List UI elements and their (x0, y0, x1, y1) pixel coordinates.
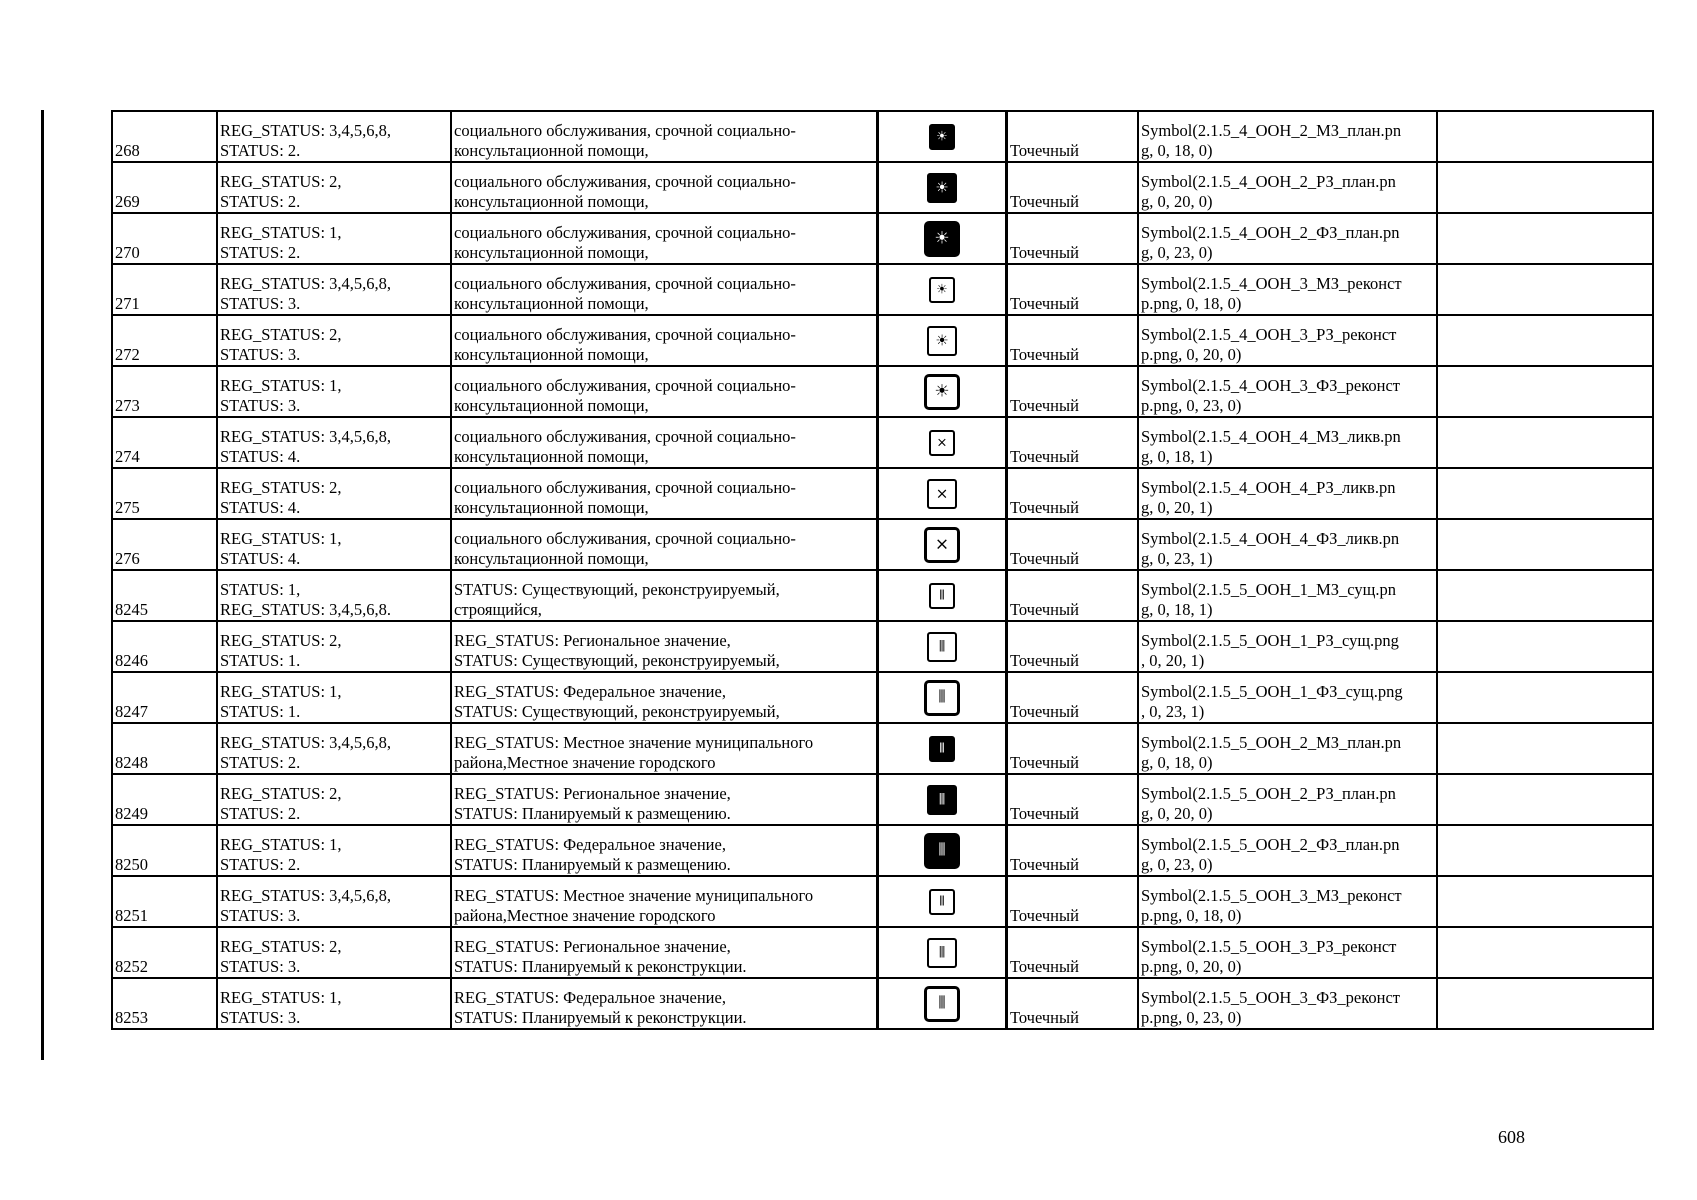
description-cell (451, 672, 878, 723)
reg-line-1: REG_STATUS: 1, (220, 988, 342, 1007)
status-cell (217, 774, 451, 825)
symbol-line-1: Symbol(2.1.5_4_ООН_3_ФЗ_реконст (1141, 376, 1401, 395)
geometry-type: Точечный (1007, 417, 1139, 468)
table-row (112, 366, 1653, 417)
desc-line-2: консультационной помощи, (454, 294, 649, 313)
symbol-definition-cell (1138, 417, 1437, 468)
symbol-line-2: р.png, 0, 18, 0) (1141, 294, 1242, 313)
symbol-definition-cell (1138, 315, 1437, 366)
table-row (112, 825, 1653, 876)
symbol-definition-cell (1138, 876, 1437, 927)
symbol-definition-cell (1138, 621, 1437, 672)
empty-cell (1437, 315, 1653, 366)
symbol-preview-cell (878, 621, 1007, 672)
table-row (112, 162, 1653, 213)
status-cell (217, 111, 451, 162)
geometry-type: Точечный (1007, 774, 1139, 825)
symbol-definition-cell (1138, 264, 1437, 315)
description-cell (451, 315, 878, 366)
people-existing-regional-icon: ⦀ (927, 632, 957, 662)
desc-line-2: консультационной помощи, (454, 141, 649, 160)
reg-line-2: STATUS: 2. (220, 192, 301, 211)
symbol-line-1: Symbol(2.1.5_5_ООН_2_РЗ_план.pn (1141, 784, 1396, 803)
row-id: 270 (112, 213, 217, 264)
table-row (112, 417, 1653, 468)
people-plan-regional-icon: ⦀ (927, 785, 957, 815)
symbol-line-2: g, 0, 23, 0) (1141, 855, 1213, 874)
reg-line-2: STATUS: 3. (220, 957, 301, 976)
symbol-line-2: g, 0, 20, 0) (1141, 804, 1213, 823)
social-service-liquidate-regional-icon: ⨯ (927, 479, 957, 509)
symbol-line-1: Symbol(2.1.5_4_ООН_3_МЗ_реконст (1141, 274, 1402, 293)
status-cell (217, 315, 451, 366)
geometry-type: Точечный (1007, 927, 1139, 978)
row-id: 8250 (112, 825, 217, 876)
geometry-type: Точечный (1007, 213, 1139, 264)
symbol-preview-cell (878, 366, 1007, 417)
geometry-type: Точечный (1007, 264, 1139, 315)
symbol-preview-cell (878, 825, 1007, 876)
description-cell (451, 213, 878, 264)
table-row (112, 264, 1653, 315)
symbol-definition-cell (1138, 366, 1437, 417)
desc-line-1: REG_STATUS: Местное значение муниципального (454, 886, 814, 905)
desc-line-1: социального обслуживания, срочной социально- (454, 529, 796, 548)
symbol-line-2: , 0, 23, 1) (1141, 702, 1205, 721)
reg-line-2: STATUS: 3. (220, 396, 301, 415)
symbol-line-2: , 0, 20, 1) (1141, 651, 1205, 670)
desc-line-1: социального обслуживания, срочной социально- (454, 427, 796, 446)
desc-line-2: STATUS: Существующий, реконструируемый, (454, 651, 780, 670)
status-cell (217, 468, 451, 519)
description-cell (451, 162, 878, 213)
symbol-line-2: р.png, 0, 18, 0) (1141, 906, 1242, 925)
symbol-preview-cell (878, 672, 1007, 723)
geometry-type: Точечный (1007, 978, 1139, 1029)
table-row (112, 621, 1653, 672)
desc-line-2: консультационной помощи, (454, 498, 649, 517)
symbol-line-1: Symbol(2.1.5_5_ООН_3_МЗ_реконст (1141, 886, 1402, 905)
symbol-line-1: Symbol(2.1.5_5_ООН_1_РЗ_сущ.png (1141, 631, 1399, 650)
description-cell (451, 468, 878, 519)
reg-line-2: STATUS: 4. (220, 498, 301, 517)
margin-line (41, 110, 44, 1060)
symbol-line-1: Symbol(2.1.5_4_ООН_2_ФЗ_план.pn (1141, 223, 1400, 242)
row-id: 275 (112, 468, 217, 519)
symbol-line-1: Symbol(2.1.5_4_ООН_2_МЗ_план.pn (1141, 121, 1402, 140)
social-service-reconstruct-federal-icon: ☀ (924, 374, 960, 410)
status-cell (217, 876, 451, 927)
reg-line-1: REG_STATUS: 1, (220, 529, 342, 548)
people-plan-federal-icon: ⦀ (924, 833, 960, 869)
desc-line-2: района,Местное значение городского (454, 906, 716, 925)
empty-cell (1437, 621, 1653, 672)
symbol-line-2: g, 0, 20, 1) (1141, 498, 1213, 517)
description-cell (451, 570, 878, 621)
reg-line-1: REG_STATUS: 1, (220, 376, 342, 395)
desc-line-1: REG_STATUS: Федеральное значение, (454, 835, 726, 854)
people-existing-local-icon: ⦀ (929, 583, 955, 609)
status-cell (217, 417, 451, 468)
page-number: 608 (1498, 1127, 1525, 1147)
empty-cell (1437, 927, 1653, 978)
row-id: 271 (112, 264, 217, 315)
table-row (112, 315, 1653, 366)
geometry-type: Точечный (1007, 111, 1139, 162)
description-cell (451, 621, 878, 672)
desc-line-2: района,Местное значение городского (454, 753, 716, 772)
empty-cell (1437, 111, 1653, 162)
table-row (112, 213, 1653, 264)
symbol-definition-cell (1138, 519, 1437, 570)
social-service-liquidate-federal-icon: ⨯ (924, 527, 960, 563)
desc-line-1: социального обслуживания, срочной социально- (454, 478, 796, 497)
empty-cell (1437, 162, 1653, 213)
status-cell (217, 570, 451, 621)
row-id: 273 (112, 366, 217, 417)
reg-line-2: STATUS: 2. (220, 243, 301, 262)
symbol-line-1: Symbol(2.1.5_5_ООН_2_МЗ_план.pn (1141, 733, 1402, 752)
desc-line-2: строящийся, (454, 600, 542, 619)
desc-line-2: консультационной помощи, (454, 549, 649, 568)
row-id: 8252 (112, 927, 217, 978)
reg-line-2: REG_STATUS: 3,4,5,6,8. (220, 600, 392, 619)
reg-line-1: REG_STATUS: 2, (220, 784, 342, 803)
symbol-line-1: Symbol(2.1.5_4_ООН_3_РЗ_реконст (1141, 325, 1397, 344)
desc-line-1: социального обслуживания, срочной социально- (454, 274, 796, 293)
desc-line-1: социального обслуживания, срочной социально- (454, 172, 796, 191)
table-row (112, 570, 1653, 621)
symbol-preview-cell (878, 723, 1007, 774)
desc-line-1: социального обслуживания, срочной социально- (454, 325, 796, 344)
description-cell (451, 774, 878, 825)
symbol-line-1: Symbol(2.1.5_4_ООН_4_РЗ_ликв.pn (1141, 478, 1396, 497)
symbol-preview-cell (878, 774, 1007, 825)
symbol-definition-cell (1138, 978, 1437, 1029)
symbol-line-1: Symbol(2.1.5_5_ООН_3_РЗ_реконст (1141, 937, 1397, 956)
symbol-preview-cell (878, 417, 1007, 468)
row-id: 8245 (112, 570, 217, 621)
row-id: 8249 (112, 774, 217, 825)
symbol-table (111, 110, 1654, 1030)
reg-line-1: REG_STATUS: 1, (220, 682, 342, 701)
empty-cell (1437, 570, 1653, 621)
symbol-line-1: Symbol(2.1.5_5_ООН_1_МЗ_сущ.pn (1141, 580, 1396, 599)
desc-line-1: REG_STATUS: Федеральное значение, (454, 682, 726, 701)
table-row (112, 774, 1653, 825)
table-row (112, 978, 1653, 1029)
symbol-preview-cell (878, 213, 1007, 264)
social-service-liquidate-local-icon: ⨯ (929, 430, 955, 456)
status-cell (217, 978, 451, 1029)
empty-cell (1437, 213, 1653, 264)
social-service-reconstruct-regional-icon: ☀ (927, 326, 957, 356)
table-row (112, 723, 1653, 774)
reg-line-1: REG_STATUS: 1, (220, 223, 342, 242)
symbol-line-2: g, 0, 18, 1) (1141, 447, 1213, 466)
desc-line-2: STATUS: Планируемый к размещению. (454, 804, 731, 823)
symbol-line-2: р.png, 0, 23, 0) (1141, 1008, 1242, 1027)
people-reconstruct-regional-icon: ⦀ (927, 938, 957, 968)
reg-line-2: STATUS: 3. (220, 294, 301, 313)
empty-cell (1437, 672, 1653, 723)
table-row (112, 468, 1653, 519)
geometry-type: Точечный (1007, 570, 1139, 621)
description-cell (451, 876, 878, 927)
reg-line-2: STATUS: 2. (220, 855, 301, 874)
geometry-type: Точечный (1007, 723, 1139, 774)
row-id: 274 (112, 417, 217, 468)
people-plan-local-icon: ⦀ (929, 736, 955, 762)
reg-line-2: STATUS: 1. (220, 702, 301, 721)
reg-line-1: REG_STATUS: 3,4,5,6,8, (220, 733, 392, 752)
reg-line-1: REG_STATUS: 3,4,5,6,8, (220, 274, 392, 293)
desc-line-2: STATUS: Планируемый к реконструкции. (454, 957, 747, 976)
desc-line-1: социального обслуживания, срочной социально- (454, 223, 796, 242)
description-cell (451, 723, 878, 774)
table-row (112, 927, 1653, 978)
symbol-line-1: Symbol(2.1.5_4_ООН_4_МЗ_ликв.pn (1141, 427, 1401, 446)
geometry-type: Точечный (1007, 621, 1139, 672)
symbol-definition-cell (1138, 213, 1437, 264)
symbol-definition-cell (1138, 774, 1437, 825)
symbol-preview-cell (878, 162, 1007, 213)
status-cell (217, 366, 451, 417)
symbol-preview-cell (878, 468, 1007, 519)
reg-line-2: STATUS: 3. (220, 345, 301, 364)
desc-line-1: социального обслуживания, срочной социально- (454, 376, 796, 395)
status-cell (217, 672, 451, 723)
desc-line-2: консультационной помощи, (454, 345, 649, 364)
empty-cell (1437, 723, 1653, 774)
social-service-plan-local-icon: ☀ (929, 124, 955, 150)
status-cell (217, 519, 451, 570)
reg-line-2: STATUS: 3. (220, 1008, 301, 1027)
symbol-preview-cell (878, 519, 1007, 570)
desc-line-1: REG_STATUS: Федеральное значение, (454, 988, 726, 1007)
reg-line-2: STATUS: 4. (220, 549, 301, 568)
symbol-line-2: р.png, 0, 20, 0) (1141, 957, 1242, 976)
geometry-type: Точечный (1007, 519, 1139, 570)
symbol-definition-cell (1138, 672, 1437, 723)
desc-line-1: REG_STATUS: Региональное значение, (454, 937, 731, 956)
symbol-preview-cell (878, 264, 1007, 315)
symbol-preview-cell (878, 978, 1007, 1029)
symbol-definition-cell (1138, 570, 1437, 621)
desc-line-2: консультационной помощи, (454, 447, 649, 466)
reg-line-1: STATUS: 1, (220, 580, 301, 599)
reg-line-1: REG_STATUS: 2, (220, 478, 342, 497)
geometry-type: Точечный (1007, 825, 1139, 876)
description-cell (451, 825, 878, 876)
reg-line-1: REG_STATUS: 1, (220, 835, 342, 854)
status-cell (217, 621, 451, 672)
people-reconstruct-federal-icon: ⦀ (924, 986, 960, 1022)
geometry-type: Точечный (1007, 876, 1139, 927)
empty-cell (1437, 366, 1653, 417)
symbol-line-2: g, 0, 18, 0) (1141, 753, 1213, 772)
status-cell (217, 264, 451, 315)
social-service-plan-federal-icon: ☀ (924, 221, 960, 257)
social-service-reconstruct-local-icon: ☀ (929, 277, 955, 303)
symbol-preview-cell (878, 315, 1007, 366)
row-id: 272 (112, 315, 217, 366)
reg-line-1: REG_STATUS: 2, (220, 631, 342, 650)
row-id: 8251 (112, 876, 217, 927)
table-row (112, 111, 1653, 162)
reg-line-2: STATUS: 3. (220, 906, 301, 925)
symbol-definition-cell (1138, 468, 1437, 519)
reg-line-1: REG_STATUS: 2, (220, 937, 342, 956)
desc-line-1: REG_STATUS: Местное значение муниципального (454, 733, 814, 752)
social-service-plan-regional-icon: ☀ (927, 173, 957, 203)
symbol-line-1: Symbol(2.1.5_4_ООН_4_ФЗ_ликв.pn (1141, 529, 1400, 548)
geometry-type: Точечный (1007, 672, 1139, 723)
table-row (112, 519, 1653, 570)
empty-cell (1437, 978, 1653, 1029)
reg-line-1: REG_STATUS: 2, (220, 172, 342, 191)
reg-line-1: REG_STATUS: 3,4,5,6,8, (220, 427, 392, 446)
desc-line-2: STATUS: Существующий, реконструируемый, (454, 702, 780, 721)
symbol-definition-cell (1138, 723, 1437, 774)
empty-cell (1437, 468, 1653, 519)
description-cell (451, 417, 878, 468)
symbol-line-2: g, 0, 18, 0) (1141, 141, 1213, 160)
people-existing-federal-icon: ⦀ (924, 680, 960, 716)
desc-line-2: консультационной помощи, (454, 192, 649, 211)
geometry-type: Точечный (1007, 366, 1139, 417)
description-cell (451, 927, 878, 978)
people-reconstruct-local-icon: ⦀ (929, 889, 955, 915)
row-id: 276 (112, 519, 217, 570)
empty-cell (1437, 264, 1653, 315)
row-id: 8253 (112, 978, 217, 1029)
geometry-type: Точечный (1007, 315, 1139, 366)
symbol-definition-cell (1138, 927, 1437, 978)
row-id: 268 (112, 111, 217, 162)
reg-line-1: REG_STATUS: 2, (220, 325, 342, 344)
table-row (112, 876, 1653, 927)
desc-line-1: социального обслуживания, срочной социально- (454, 121, 796, 140)
table-row (112, 672, 1653, 723)
symbol-preview-cell (878, 876, 1007, 927)
description-cell (451, 519, 878, 570)
reg-line-1: REG_STATUS: 3,4,5,6,8, (220, 886, 392, 905)
symbol-line-2: g, 0, 23, 1) (1141, 549, 1213, 568)
status-cell (217, 825, 451, 876)
symbol-line-2: g, 0, 23, 0) (1141, 243, 1213, 262)
desc-line-2: STATUS: Планируемый к размещению. (454, 855, 731, 874)
symbol-line-1: Symbol(2.1.5_5_ООН_1_ФЗ_сущ.png (1141, 682, 1403, 701)
reg-line-2: STATUS: 4. (220, 447, 301, 466)
symbol-preview-cell (878, 927, 1007, 978)
desc-line-1: STATUS: Существующий, реконструируемый, (454, 580, 780, 599)
status-cell (217, 723, 451, 774)
row-id: 269 (112, 162, 217, 213)
symbol-line-2: р.png, 0, 23, 0) (1141, 396, 1242, 415)
symbol-table-body (112, 111, 1653, 1029)
symbol-line-2: р.png, 0, 20, 0) (1141, 345, 1242, 364)
symbol-line-2: g, 0, 20, 0) (1141, 192, 1213, 211)
status-cell (217, 162, 451, 213)
symbol-definition-cell (1138, 162, 1437, 213)
symbol-preview-cell (878, 570, 1007, 621)
reg-line-2: STATUS: 2. (220, 804, 301, 823)
reg-line-1: REG_STATUS: 3,4,5,6,8, (220, 121, 392, 140)
desc-line-2: консультационной помощи, (454, 243, 649, 262)
description-cell (451, 264, 878, 315)
row-id: 8248 (112, 723, 217, 774)
symbol-definition-cell (1138, 825, 1437, 876)
symbol-line-1: Symbol(2.1.5_5_ООН_3_ФЗ_реконст (1141, 988, 1401, 1007)
empty-cell (1437, 774, 1653, 825)
desc-line-1: REG_STATUS: Региональное значение, (454, 631, 731, 650)
reg-line-2: STATUS: 1. (220, 651, 301, 670)
empty-cell (1437, 417, 1653, 468)
status-cell (217, 927, 451, 978)
desc-line-1: REG_STATUS: Региональное значение, (454, 784, 731, 803)
symbol-definition-cell (1138, 111, 1437, 162)
desc-line-2: консультационной помощи, (454, 396, 649, 415)
empty-cell (1437, 825, 1653, 876)
desc-line-2: STATUS: Планируемый к реконструкции. (454, 1008, 747, 1027)
geometry-type: Точечный (1007, 162, 1139, 213)
description-cell (451, 366, 878, 417)
symbol-line-1: Symbol(2.1.5_4_ООН_2_РЗ_план.pn (1141, 172, 1396, 191)
description-cell (451, 111, 878, 162)
reg-line-2: STATUS: 2. (220, 141, 301, 160)
description-cell (451, 978, 878, 1029)
row-id: 8246 (112, 621, 217, 672)
geometry-type: Точечный (1007, 468, 1139, 519)
empty-cell (1437, 876, 1653, 927)
reg-line-2: STATUS: 2. (220, 753, 301, 772)
symbol-line-2: g, 0, 18, 1) (1141, 600, 1213, 619)
status-cell (217, 213, 451, 264)
empty-cell (1437, 519, 1653, 570)
symbol-preview-cell (878, 111, 1007, 162)
row-id: 8247 (112, 672, 217, 723)
symbol-line-1: Symbol(2.1.5_5_ООН_2_ФЗ_план.pn (1141, 835, 1400, 854)
